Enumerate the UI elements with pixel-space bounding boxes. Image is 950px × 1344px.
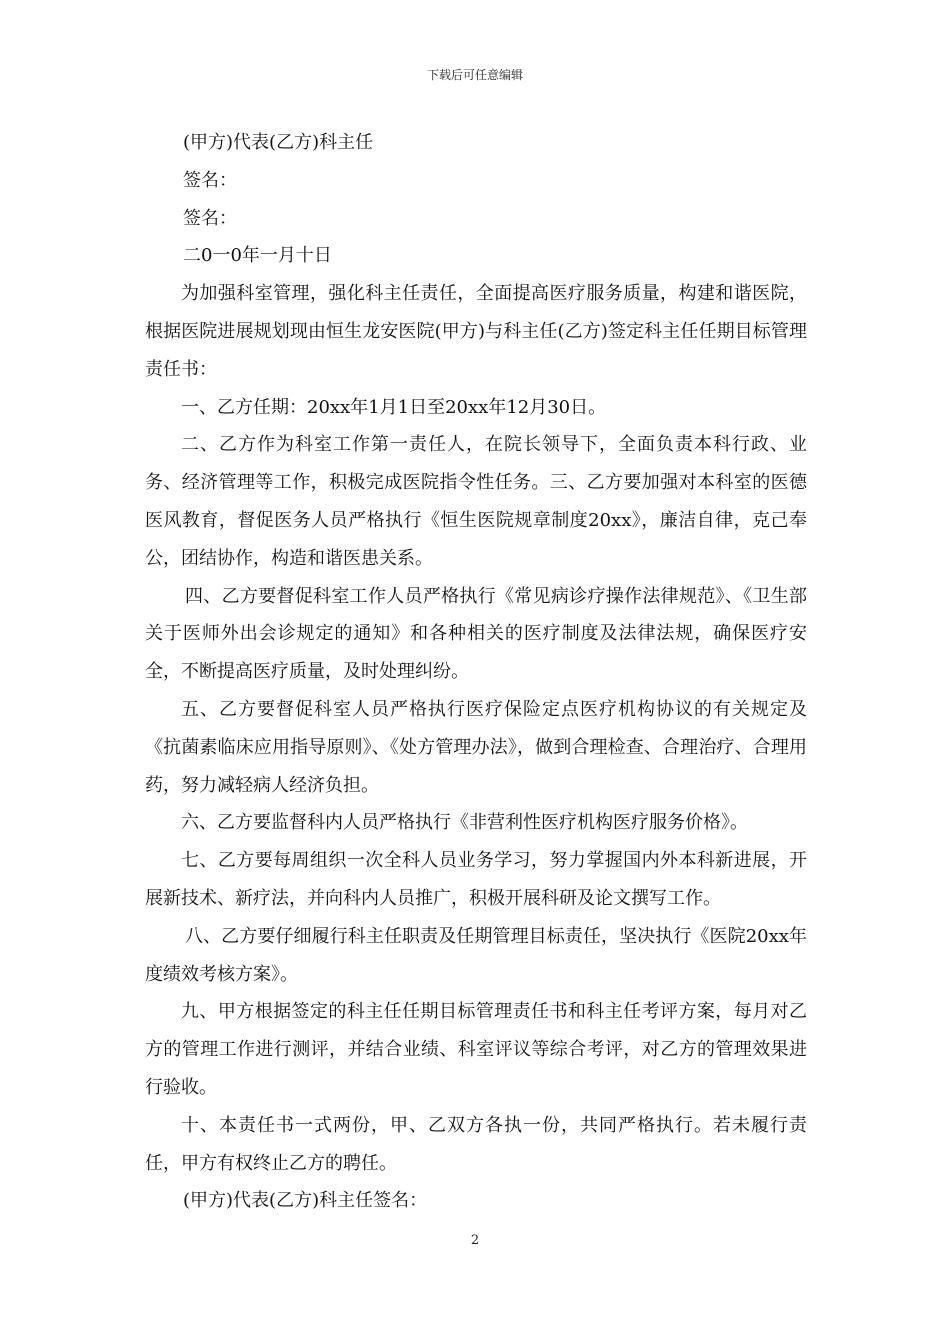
clause-6: 六、乙方要监督科内人员严格执行《非营利性医疗机构医疗服务价格》。 xyxy=(181,812,748,834)
parties-line: (甲方)代表(乙方)科主任 xyxy=(183,132,374,153)
clause-7: 七、乙方要每周组织一次全科人员业务学习，努力掌握国内外本科新进展，开展新技术、新疗法，并向科内人员推广，积极开展科研及论文撰写工作。 xyxy=(145,850,807,909)
clause-4: 四、乙方要督促科室工作人员严格执行《常见病诊疗操作法律规范》、《卫生部关于医师外出会诊规定的通知》和各种相关的医疗制度及法律法规，确保医疗安全，不断提高医疗质量，及时处理纠纷。 xyxy=(145,585,807,683)
clause-9: 九、甲方根据签定的科主任任期目标管理责任书和科主任考评方案，每月对乙方的管理工作进行测评，并结合业绩、科室评议等综合考评，对乙方的管理效果进行验收。 xyxy=(145,1001,807,1098)
closing-signature-line: (甲方)代表(乙方)科主任签名： xyxy=(183,1190,428,1212)
clause-10: 十、本责任书一式两份，甲、乙双方各执一份，共同严格执行。若未履行责任，甲方有权终止乙方的聘任。 xyxy=(145,1114,807,1174)
clause-2-3: 二、乙方作为科室工作第一责任人，在院长领导下，全面负责本科行政、业务、经济管理等工作，积极完成医院指令性任务。三、乙方要加强对本科室的医德医风教育，督促医务人员严格执行《恒生医院规章制度20xx》，廉洁自律，克己奉公，团结协作，构造和谐医患关系。 xyxy=(145,434,807,569)
intro-paragraph: 为加强科室管理，强化科主任责任，全面提高医疗服务质量，构建和谐医院，根据医院进展规划现由恒生龙安医院(甲方)与科主任(乙方)签定科主任任期目标管理责任书： xyxy=(145,283,807,380)
page-header: 下载后可任意编辑 xyxy=(426,68,523,82)
clause-1: 一、乙方任期：20xx年1月1日至20xx年12月30日。 xyxy=(181,396,607,418)
page-number: 2 xyxy=(470,1233,480,1248)
signature-label-a: 签名： xyxy=(183,169,237,191)
clause-8: 八、乙方要仔细履行科主任职责及任期管理目标责任，坚决执行《医院20xx年度绩效考核方案》。 xyxy=(145,925,807,985)
document-body xyxy=(145,124,807,1220)
signature-label-b: 签名： xyxy=(183,207,237,229)
clause-5: 五、乙方要督促科室人员严格执行医疗保险定点医疗机构协议的有关规定及《抗菌素临床应用指导原则》、《处方管理办法》，做到合理检查、合理治疗、合理用药，努力减轻病人经济负担。 xyxy=(145,698,807,796)
signing-date: 二0一0年一月十日 xyxy=(183,245,332,267)
